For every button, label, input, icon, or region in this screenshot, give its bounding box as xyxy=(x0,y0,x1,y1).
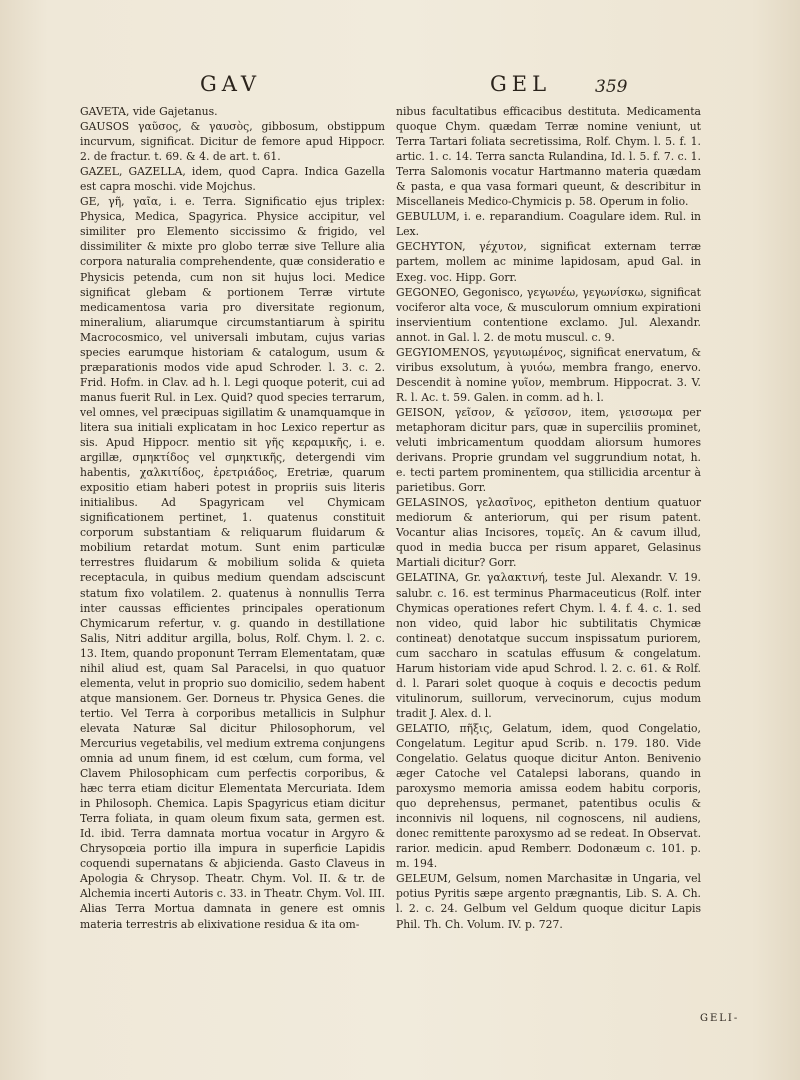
entry-gelatio: GELATIO, πῆξις, Gelatum, idem, quod Congelatio, Congelatum. Legitur apud Scrib. n. 179. 180. Vide Congelatio. Gelatus quoque dicitur Anton. Benivenio æger Catoche vel Catalepsi laborans, quando in paroxysmo memoria amissa eodem habitu corporis, quo deprehensus, permanet, patentibus oculis & inconnivis nil loquens, nil cognoscens, nil audiens, donec remittente paroxysmo ad se redeat. In Observat. rarior. medicin. apud Remberr. Dodonæum c. 101. p. m. 194. xyxy=(396,721,701,871)
entry-ge-continued: nibus facultatibus efficacibus destituta. Medicamenta quoque Chym. quædam Terræ nomine veniunt, ut Terra Tartari foliata secretissima, Rolf. Chym. l. 5. f. 1. artic. 1. c. 14. Terra sancta Rulandina, Id. l. 5. f. 7. c. 1. Terra Salomonis vocatur Hartmanno materia quædam & pasta, e qua vasa formari queunt, & describitur in Miscellaneis Medico-Chymicis p. 58. Operum in folio. xyxy=(396,105,701,209)
entry-gegoneo: GEGONEO, Gegonisco, γεγωνέω, γεγωνίσκω, significat vociferor alta voce, & musculorum omnium expirationi inservientium contentione exclamo. Jul. Alexandr. annot. in Gal. l. 2. de motu muscul. c. 9. xyxy=(396,285,701,344)
entry-gelatina: GELATINA, Gr. γαλακτινή, teste Jul. Alexandr. V. 19. salubr. c. 16. est terminus Pharmaceuticus (Rolf. inter Chymicas operationes refert Chym. l. 4. f. 4. c. 1. sed non video, quid labor hic subtilitatis Chymicæ contineat) denotatque succum inspissatum puriorem, cum saccharo in scatulas effusum & congelatum. Harum historiam vide apud Schrod. l. 2. c. 61. & Rolf. d. l. Parari solet quoque à coquis e decoctis pedum vitulinorum, suillorum, vervecinorum, cujus modum tradit J. Alex. d. l. xyxy=(396,571,701,720)
page-number: 359 xyxy=(595,77,628,97)
header-left-word: GAV xyxy=(200,72,262,96)
entry-geison: GEISON, γεῖσον, & γεῖσσον, item, γεισσωμα per metaphoram dicitur pars, quæ in superciliis prominet, veluti imbricamentum quoddam aliorsum humores derivans. Proprie grundam vel suggrundium notat, h. e. tecti partem prominentem, qua stillicidia arcentur à parietibus. Gorr. xyxy=(396,405,701,495)
entry-gaveta: GAVETA, vide Gajetanus. xyxy=(80,105,218,118)
running-header xyxy=(85,72,775,100)
entry-gausos: GAUSOS γαῦσος, & γαυσὸς, gibbosum, obstippum incurvum, significat. Dicitur de femore apud Hippocr. 2. de fractur. t. 69. & 4. de art. t. 61. xyxy=(80,120,385,164)
entry-gazel: GAZEL, GAZELLA, idem, quod Capra. Indica Gazella est capra moschi. vide Mojchus. xyxy=(80,165,385,194)
entry-gechyton: GECHYTON, γέχυτον, significat externam terræ partem, mollem ac minime lapidosam, apud Gal. in Exeg. voc. Hipp. Gorr. xyxy=(396,240,701,284)
header-right-word: GEL xyxy=(490,72,552,96)
catchword: GELI- xyxy=(700,1013,740,1024)
entry-gegyiomenos: GEGYIOMENOS, γεγυιωμένος, significat enervatum, & viribus exsolutum, à γυιόω, membra frango, enervo. Descendit à nomine γυῖον, membrum. Hippocrat. 3. V. R. l. Ac. t. 59. Galen. in comm. ad h. l. xyxy=(396,345,701,404)
entry-geleum: GELEUM, Gelsum, nomen Marchasitæ in Ungaria, vel potius Pyritis sæpe argento prægnantis, Lib. S. A. Ch. l. 2. c. 24. Gelbum vel Geldum quoque dicitur Lapis Phil. Th. Ch. Volum. IV. p. 727. xyxy=(396,872,701,931)
right-column xyxy=(396,104,701,932)
entry-gebulum: GEBULUM, i. e. reparandium. Coagulare idem. Rul. in Lex. xyxy=(396,210,701,239)
entry-ge: GE, γῆ, γαῖα, i. e. Terra. Significatio ejus triplex: Physica, Medica, Spagyrica. Physice accipitur, vel similiter pro Elemento siccissimo & frigido, vel dissimiliter & mixte pro globo terræ sive Tellure alia corpora naturalia comprehendente, quæ consideratio e Physicis petenda, cum non sit hujus loci. Medice significat glebam & portionem Terræ virtute medicamentosa varia pro diversitate regionum, mineralium, aliarumque circumstantiarum à spiritu Macrocosmico, vel universali imbutam, cujus varias species earumque historiam & catalogum, usum & præparationis modos vide apud Schroder. l. 3. c. 2. Frid. Hofm. in Clav. ad h. l. Legi quoque poterit, cui ad manus fuerit Rul. in Lex. Quid? quod species terrarum, vel omnes, vel præcipuas sigillatim & unamquamque in litera sua initiali explicatam in hoc Lexico repertur as sis. Apud Hippocr. mentio sit γῆς κεραμικῆς, i. e. argillæ, σμηκτίδος vel σμηκτικῆς, detergendi vim habentis, χαλκιτίδος, ἐρετριάδος, Eretriæ, quarum expositio etiam haberi potest in propriis suis literis initialibus. Ad Spagyricam vel Chymicam significationem pertinet, 1. quatenus constituit corporum substantiam & reliquarum fluidarum & mobilium retardat motum. Sunt enim particulæ terrestres fluidarum & mobilium solida & quieta receptacula, in quibus medium quendam adsciscunt statum fixo volatilem. 2. quatenus à nonnullis Terra inter caussas efficientes principales operationum Chymicarum refertur, v. g. quando in destillatione Salis, Nitri additur argilla, bolus, Rolf. Chym. l. 2. c. 13. Item, quando proponunt Terram Elementatam, quæ nihil aliud est, quam Sal Paracelsi, in quo quatuor elementa, velut in proprio suo domicilio, sedem habent atque mansionem. Ger. Dorneus tr. Physica Genes. die tertio. Vel Terra à corporibus metallicis in Sulphur elevata Naturæ Sal dicitur Philosophorum, vel Mercurius vegetabilis, vel medium extrema conjungens omnia ad unum finem, id est cœlum, cum forma, vel Clavem Philosophicam cum perfectis corporibus, & hæc terra etiam dicitur Elementata Mercuriata. Idem in Philosoph. Chemica. Lapis Spagyricus etiam dicitur Terra foliata, in quam oleum fixum sata, germen est. Id. ibid. Terra damnata mortua vocatur in Argyro & Chrysopœia portio illa impura in superficie Lapidis coquendi supernatans & abjicienda. Gasto Claveus in Apologia & Chrysop. Theatr. Chym. Vol. II. & tr. de Alchemia incerti Autoris c. 33. in Theatr. Chym. Vol. III. Alias Terra Mortua damnata in genere est omnis materia terrestris ab elixivatione residua & ita om- xyxy=(80,195,385,931)
entry-gelasinos: GELASINOS, γελασῖνος, epitheton dentium quatuor mediorum & anteriorum, qui per risum patent. Vocantur alias Incisores, τομεῖς. An & cavum illud, quod in media bucca per risum apparet, Gelasinus Martiali dicitur? Gorr. xyxy=(396,496,701,570)
left-column xyxy=(80,104,385,932)
